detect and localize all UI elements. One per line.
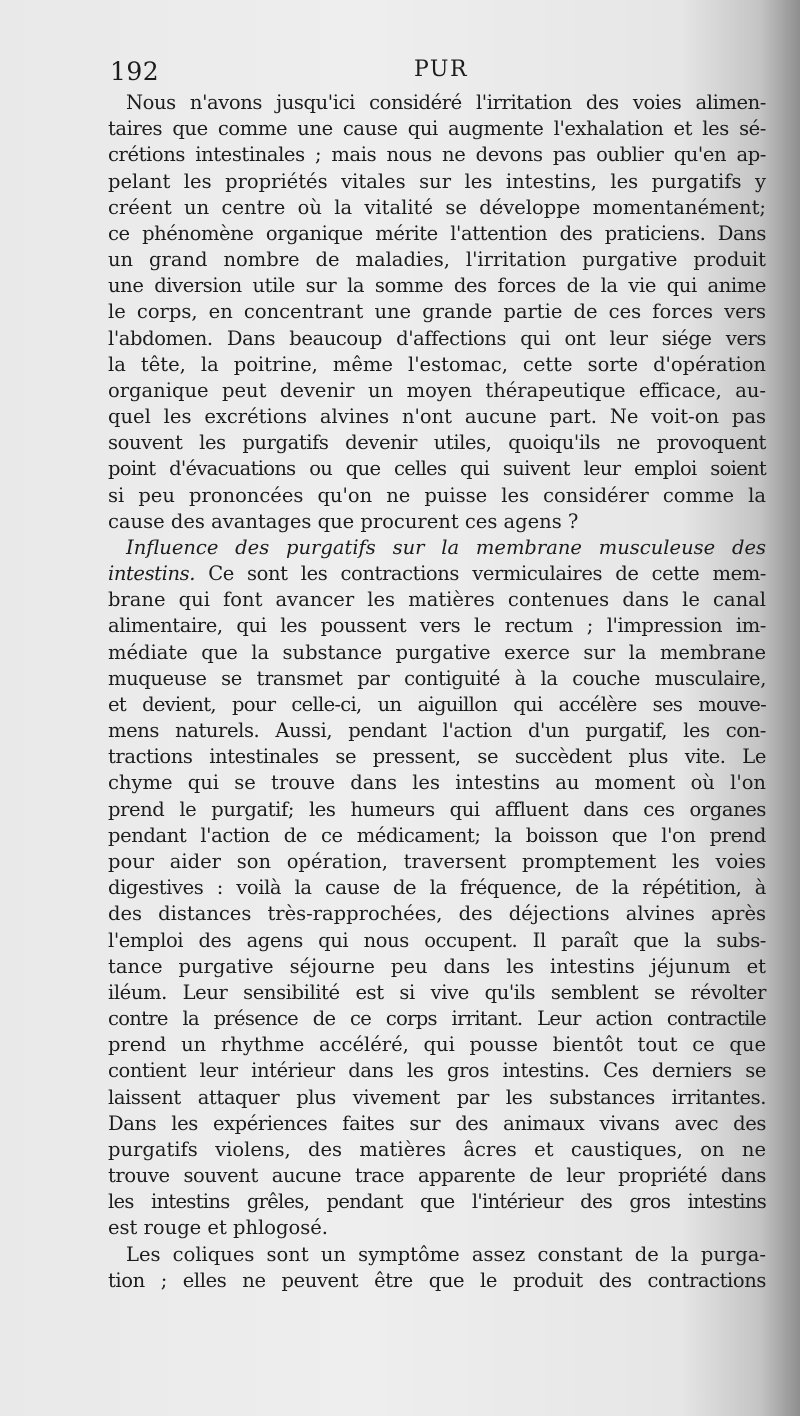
text-line: une diversion utile sur la somme des forces de la vie qui anime — [108, 274, 766, 298]
text-line: trouve souvent aucune trace apparente de leur propriété dans — [108, 1164, 766, 1188]
text-line: et devient, pour celle-ci, un aiguillon qui accélère ses mouve- — [108, 692, 766, 716]
page-header — [0, 55, 800, 95]
text-line: cause des avantages que procurent ces agens ? — [108, 509, 579, 533]
text-line: est rouge et phlogosé. — [108, 1216, 328, 1240]
text-line: muqueuse se transmet par contiguité à la couche musculaire, — [108, 666, 766, 690]
text-line: laissent attaquer plus vivement par les substances irritantes. — [108, 1085, 766, 1109]
text-line: iléum. Leur sensibilité est si vive qu'ils semblent se révolter — [108, 980, 766, 1004]
text-line: médiate que la substance purgative exerce sur la membrane — [108, 640, 766, 664]
running-head: PUR — [414, 57, 469, 82]
text-line: alimentaire, qui les poussent vers le rectum ; l'impression im- — [108, 614, 766, 638]
text-line: Les coliques sont un symptôme assez constant de la purga- — [126, 1242, 766, 1266]
text-line: des distances très-rapprochées, des déjections alvines après — [108, 902, 766, 926]
text-line: un grand nombre de maladies, l'irritation purgative produit — [108, 248, 766, 272]
text-line — [108, 561, 766, 587]
text-line: tractions intestinales se pressent, se succèdent plus vite. Le — [108, 745, 766, 769]
text-line: l'abdomen. Dans beaucoup d'affections qui ont leur siége vers — [108, 326, 766, 350]
page-number: 192 — [110, 57, 160, 86]
text-line: point d'évacuations ou que celles qui suivent leur emploi soient — [108, 457, 766, 481]
text-line: taires que comme une cause qui augmente l'exhalation et les sé- — [108, 117, 766, 141]
text-line: tion ; elles ne peuvent être que le produit des contractions — [108, 1268, 766, 1292]
text-line: mens naturels. Aussi, pendant l'action d'un purgatif, les con- — [108, 719, 766, 743]
text-line: contient leur intérieur dans les gros intestins. Ces derniers se — [108, 1059, 766, 1083]
text-line: ce phénomène organique mérite l'attention des praticiens. Dans — [108, 221, 766, 245]
text-line: pendant l'action de ce médicament; la boisson que l'on prend — [108, 823, 766, 847]
text-line: prend un rhythme accéléré, qui pousse bientôt tout ce que — [108, 1033, 766, 1057]
text-line: purgatifs violens, des matières âcres et caustiques, on ne — [108, 1137, 766, 1161]
section-heading-cont: intestins. — [108, 562, 196, 586]
text-line: pelant les propriétés vitales sur les intestins, les purgatifs y — [108, 169, 766, 193]
text-line: quel les excrétions alvines n'ont aucune part. Ne voit-on pas — [108, 405, 766, 429]
text-line: créent un centre où la vitalité se développe momentanément; — [108, 195, 766, 219]
text-line: brane qui font avancer les matières contenues dans le canal — [108, 588, 766, 612]
text-line: tance purgative séjourne peu dans les intestins jéjunum et — [108, 954, 766, 978]
text-line: souvent les purgatifs devenir utiles, quoiqu'ils ne provoquent — [108, 431, 766, 455]
text-line: contre la présence de ce corps irritant. Leur action contractile — [108, 1007, 766, 1031]
text-line: Dans les expériences faites sur des animaux vivans avec des — [108, 1111, 766, 1135]
text-line: pour aider son opération, traversent promptement les voies — [108, 849, 766, 873]
text-line: chyme qui se trouve dans les intestins au moment où l'on — [108, 771, 766, 795]
text-line: Nous n'avons jusqu'ici considéré l'irritation des voies alimen- — [126, 91, 766, 114]
text-fragment: Ce sont les contractions vermiculaires de cette mem- — [195, 562, 766, 586]
text-line: les intestins grêles, pendant que l'intérieur des gros intestins — [108, 1190, 766, 1214]
text-line: digestives : voilà la cause de la fréquence, de la répétition, à — [108, 876, 766, 900]
text-line: crétions intestinales ; mais nous ne devons pas oublier qu'en ap- — [108, 143, 766, 167]
text-line: prend le purgatif; les humeurs qui affluent dans ces organes — [108, 797, 766, 821]
text-line: organique peut devenir un moyen thérapeutique efficace, au- — [108, 378, 766, 402]
text-line: si peu prononcées qu'on ne puisse les considérer comme la — [108, 483, 766, 507]
text-line: la tête, la poitrine, même l'estomac, cette sorte d'opération — [108, 352, 766, 376]
section-heading: Influence des purgatifs sur la membrane musculeuse des — [126, 535, 766, 559]
text-line: le corps, en concentrant une grande partie de ces forces vers — [108, 300, 766, 324]
text-line: l'emploi des agens qui nous occupent. Il paraît que la subs- — [108, 928, 766, 952]
body-text — [108, 90, 766, 1294]
